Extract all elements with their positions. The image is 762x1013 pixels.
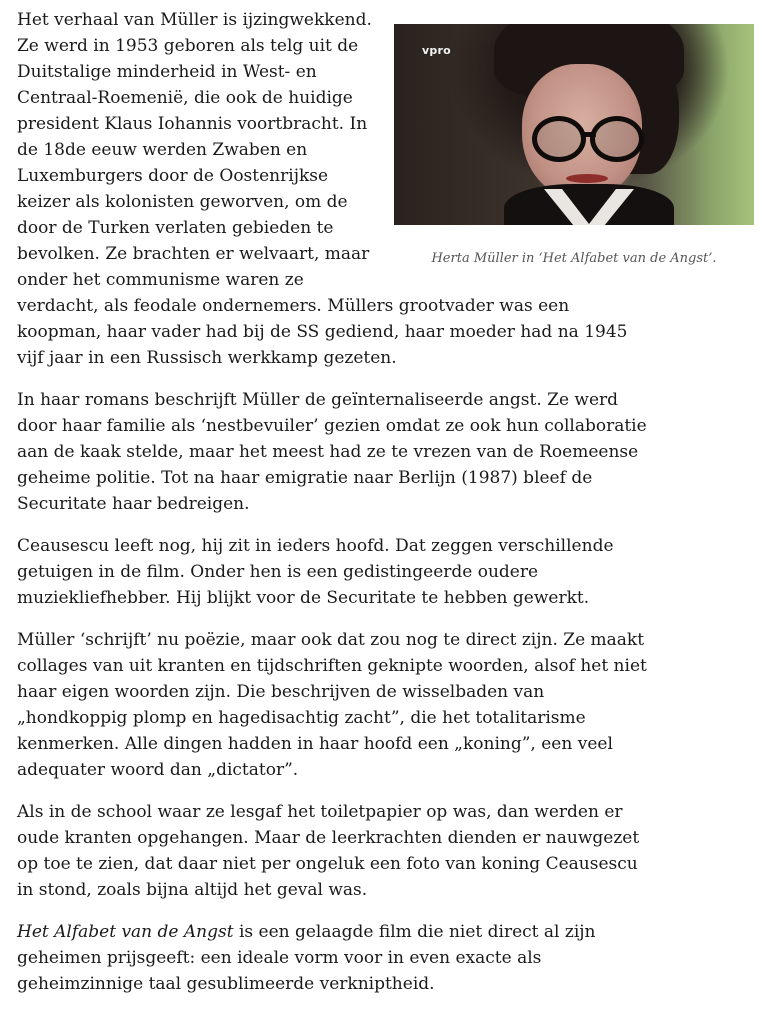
film-title: Het Alfabet van de Angst (17, 922, 234, 942)
lips-shape (566, 174, 608, 183)
paragraph-1: Het verhaal van Müller is ijzingwekkend. Ze werd in 1953 geboren als telg uit de Duitstalige minderheid in West- en Centraal-Roemenië, die ook de huidige president Klaus Iohannis voortbracht. In de 18de eeuw werden Zwaben en Luxemburgers door de Oostenrijkse keizer als kolonisten geworven, om de door de Turken verlaten gebieden te bevolken. Ze brachten er welvaart, maar onder het communisme waren ze verdacht, als feodale ondernemers. Müllers grootvader was een koopman, haar vader had bij de SS gediend, haar moeder had na 1945 vijf jaar in een Russisch werkkamp gezeten. (17, 10, 628, 368)
article-body (17, 7, 717, 1013)
paragraph-2: In haar romans beschrijft Müller de geïnternaliseerde angst. Ze werd door haar familie als ‘nestbevuiler’ gezien omdat ze ook hun collaboratie aan de kaak stelde, maar het meest had ze te vrezen van de Roemeense geheime politie. Tot na haar emigratie naar Berlijn (1987) bleef de Securitate haar bedreigen. (17, 390, 647, 514)
paragraph-6 (17, 919, 653, 997)
paragraph-5: Als in de school waar ze lesgaf het toiletpapier op was, dan werden er oude kranten opgehangen. Maar de leerkrachten dienden er nauwgezet op toe te zien, dat daar niet per ongeluk een foto van koning Ceausescu in stond, zoals bijna altijd het geval was. (17, 802, 640, 900)
paragraph-3: Ceausescu leeft nog, hij zit in ieders hoofd. Dat zeggen verschillende getuigen in de film. Onder hen is een gedistingeerde oudere muziekliefhebber. Hij blijkt voor de Securitate te hebben gewerkt. (17, 536, 614, 608)
paragraph-6-text: is een gelaagde film die niet direct al zijn geheimen prijsgeeft: een ideale vorm voor in even exacte als geheimzinnige taal gesublimeerde verkniptheid. (17, 922, 596, 994)
glasses-right-lens (590, 116, 644, 162)
paragraph-4: Müller ‘schrijft’ nu poëzie, maar ook dat zou nog te direct zijn. Ze maakt collages van uit kranten en tijdschriften geknipte woorden, alsof het niet haar eigen woorden zijn. Die beschrijven de wisselbaden van „hondkoppig plomp en hagedisachtig zacht”, die het totalitarisme kenmerken. Alle dingen hadden in haar hoofd een „koning”, een veel adequater woord dan „dictator”. (17, 630, 647, 780)
article-figure (394, 24, 754, 268)
glasses-left-lens (532, 116, 586, 162)
figure-caption: Herta Müller in ‘Het Alfabet van de Angst’. (431, 251, 717, 266)
video-still-image (394, 24, 754, 225)
vpro-logo: vpro (422, 44, 451, 57)
shoulder-shape (504, 184, 674, 225)
